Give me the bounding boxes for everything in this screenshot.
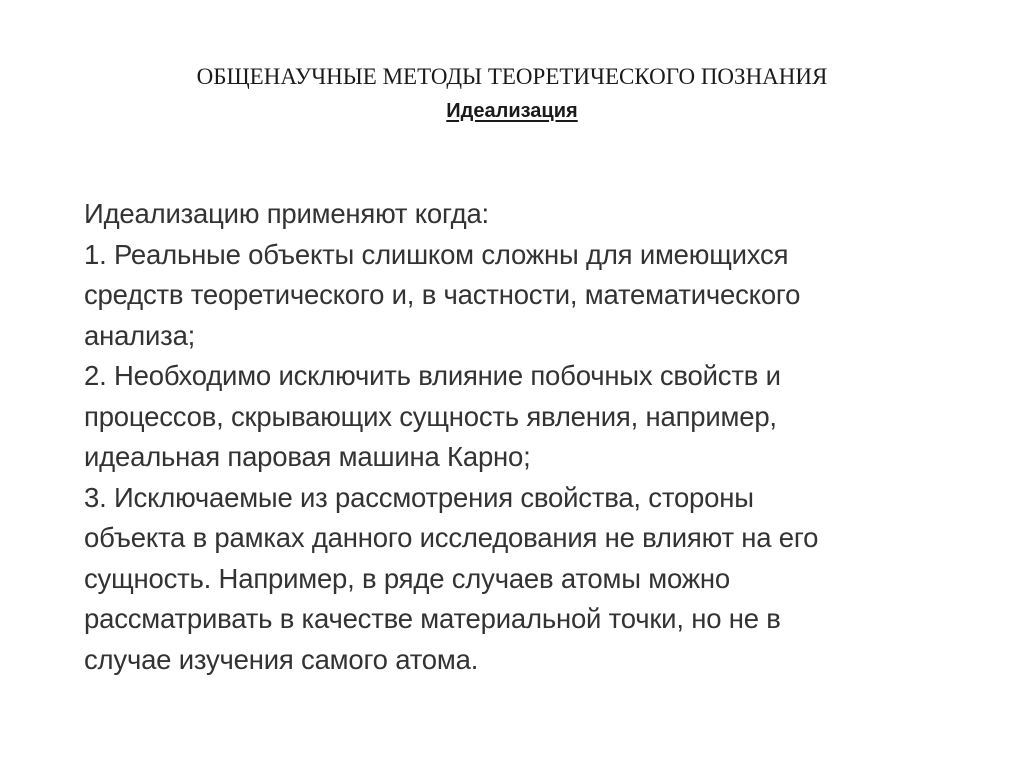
slide-body	[84, 194, 984, 680]
body-line: 1. Реальные объекты слишком сложны для имеющихся	[84, 238, 789, 270]
body-line: анализа;	[84, 319, 196, 351]
slide-title: ОБЩЕНАУЧНЫЕ МЕТОДЫ ТЕОРЕТИЧЕСКОГО ПОЗНАНИЯ	[196, 64, 828, 89]
slide-subtitle	[0, 97, 1024, 125]
body-line: 2. Необходимо исключить влияние побочных свойств и	[84, 360, 781, 391]
body-line: случае изучения самого атома.	[84, 643, 479, 675]
body-line: Идеализацию применяют когда:	[84, 198, 489, 229]
slide-subtitle-text: Идеализация	[446, 100, 578, 122]
body-line: сущность. Например, в ряде случаев атомы можно	[84, 562, 731, 594]
body-line: средств теоретического и, в частности, математического	[84, 279, 801, 310]
body-line: рассматривать в качестве материальной точки, но не в	[84, 603, 781, 634]
body-line: процессов, скрывающих сущность явления, например,	[84, 400, 777, 432]
body-line: объекта в рамках данного исследования не влияют на его	[84, 522, 819, 553]
body-line: 3. Исключаемые из рассмотрения свойства, стороны	[84, 481, 754, 513]
body-line: идеальная паровая машина Карно;	[84, 441, 531, 472]
